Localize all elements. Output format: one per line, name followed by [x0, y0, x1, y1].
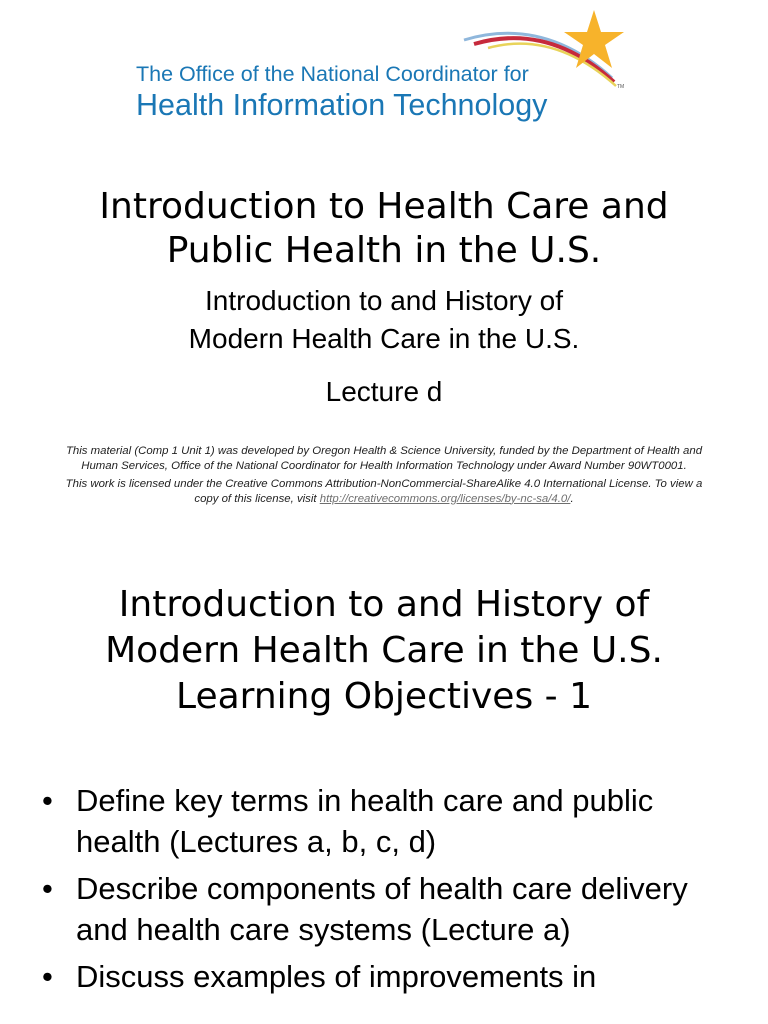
slide-subtitle-line2: Modern Health Care in the U.S. — [188, 323, 580, 354]
bullet-icon: • — [42, 871, 53, 906]
funding-statement: This material (Comp 1 Unit 1) was developed by Oregon Health & Science University, funded by the Department of Health and Human Services, Office of the National Coordinator for Health Information Technology under Award Number 90WT0001. — [65, 445, 703, 472]
onc-logo — [136, 8, 636, 133]
lecture-label: Lecture d — [325, 376, 443, 407]
license-period: . — [570, 492, 574, 505]
slide-subtitle — [0, 282, 768, 358]
objectives-title-line2: Modern Health Care in the U.S. — [105, 630, 663, 671]
list-item — [42, 956, 742, 997]
logo-text-line1: The Office of the National Coordinator for — [136, 62, 529, 86]
star-icon — [564, 10, 624, 68]
bullet-icon: • — [42, 959, 53, 994]
list-item — [42, 780, 742, 862]
list-item-text: Describe components of health care delivery and health care systems (Lecture a) — [76, 871, 688, 947]
list-item — [42, 868, 742, 950]
logo-text-line2: Health Information Technology — [136, 88, 548, 122]
credits-text — [62, 444, 706, 510]
license-link[interactable]: http://creativecommons.org/licenses/by-nc-sa/4.0/ — [319, 492, 571, 505]
objectives-title-line1: Introduction to and History of — [118, 584, 650, 625]
objectives-title-line3: Learning Objectives - 1 — [176, 676, 592, 717]
objectives-list — [42, 780, 742, 1003]
svg-text:TM: TM — [617, 84, 625, 90]
list-item-text: Define key terms in health care and public health (Lectures a, b, c, d) — [76, 783, 654, 859]
objectives-slide — [0, 560, 768, 1024]
bullet-icon: • — [42, 783, 53, 818]
slide-title — [0, 185, 768, 273]
license-statement — [62, 477, 706, 506]
objectives-title — [0, 582, 768, 720]
license-text: This work is licensed under the Creative Commons Attribution-NonCommercial-ShareAlike 4.0 International License. To view a copy of this license, visit — [65, 478, 703, 505]
slide-title-line1: Introduction to Health Care and — [99, 186, 669, 227]
slide-title-line2: Public Health in the U.S. — [166, 230, 602, 271]
list-item-text: Discuss examples of improvements in — [76, 959, 597, 994]
slide-subtitle-line1: Introduction to and History of — [205, 285, 563, 316]
